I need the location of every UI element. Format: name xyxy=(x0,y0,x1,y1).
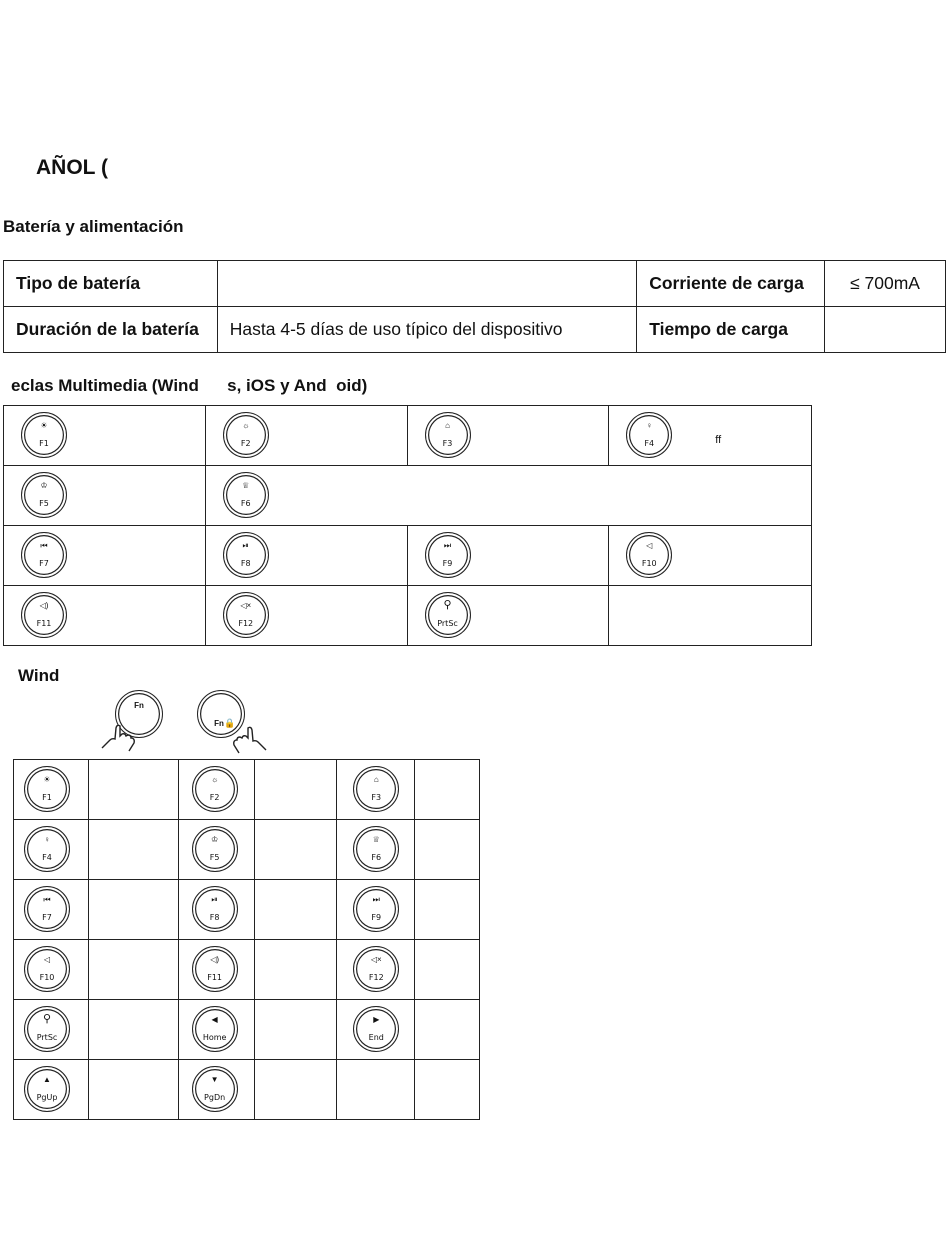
key-label: F11 xyxy=(36,619,52,628)
key-label: PgDn xyxy=(204,1093,226,1102)
f12-key xyxy=(223,592,269,638)
previous-track-icon: ⏮ xyxy=(40,541,48,550)
key-cell xyxy=(205,526,407,586)
battery-spec-table xyxy=(3,260,946,353)
end-key xyxy=(353,1006,399,1052)
multimedia-key-table xyxy=(3,405,812,646)
prtsc-key xyxy=(24,1006,70,1052)
f8-key xyxy=(223,532,269,578)
key-label: F5 xyxy=(39,499,49,508)
windows-section-title: Wind xyxy=(18,666,60,685)
volume-up-icon: ◁) xyxy=(210,955,220,964)
key-label: PgUp xyxy=(36,1093,58,1102)
f4-key xyxy=(626,412,672,458)
key-label: F9 xyxy=(442,559,453,568)
table-row xyxy=(14,880,480,940)
key-cell xyxy=(4,526,206,586)
key-label: F7 xyxy=(42,913,52,922)
arrow-right-icon: ▶ xyxy=(373,1015,380,1024)
key-cell xyxy=(407,406,609,466)
key-label: F6 xyxy=(240,499,251,508)
prtsc-key xyxy=(425,592,471,638)
f12-key xyxy=(353,946,399,992)
play-pause-icon: ⏯ xyxy=(242,541,249,550)
table-row xyxy=(14,940,480,1000)
backlight-down-icon: ♔ xyxy=(40,481,48,490)
table-row xyxy=(4,261,946,307)
table-row xyxy=(4,466,812,526)
volume-down-icon: ◁ xyxy=(646,541,653,550)
table-row xyxy=(14,820,480,880)
microphone-icon: ♀ xyxy=(646,421,653,430)
f4-note: ff xyxy=(715,434,722,446)
table-row xyxy=(4,406,812,466)
f7-key xyxy=(21,532,67,578)
brightness-low-icon: ☀ xyxy=(40,421,48,430)
mute-icon: ◁× xyxy=(240,601,252,610)
key-cell xyxy=(609,526,812,586)
charge-current-value: ≤ 700mA xyxy=(825,261,946,307)
charge-time-label: Tiempo de carga xyxy=(637,307,825,353)
key-label: F3 xyxy=(442,439,453,448)
pointing-hand-icon xyxy=(230,720,270,756)
battery-section-title: Batería y alimentación xyxy=(3,217,184,236)
lock-icon: 🔒 xyxy=(224,718,236,728)
battery-type-value xyxy=(217,261,636,307)
f3-key xyxy=(425,412,471,458)
f5-key xyxy=(21,472,67,518)
table-row xyxy=(4,526,812,586)
windows-key-table xyxy=(13,759,480,1120)
key-label: F10 xyxy=(39,973,55,982)
table-row xyxy=(4,586,812,646)
microphone-icon: ♀ xyxy=(44,835,50,844)
table-row xyxy=(14,1060,480,1120)
key-label: F7 xyxy=(39,559,49,568)
key-cell xyxy=(205,586,407,646)
arrow-left-icon: ◀ xyxy=(211,1015,218,1024)
key-label: F1 xyxy=(42,793,52,802)
backlight-up-icon: ♕ xyxy=(372,835,380,844)
f10-key xyxy=(24,946,70,992)
key-label: F1 xyxy=(39,439,49,448)
battery-life-value: Hasta 4-5 días de uso típico del dispositivo xyxy=(217,307,636,353)
previous-track-icon: ⏮ xyxy=(43,895,51,904)
key-cell xyxy=(205,406,407,466)
key-cell xyxy=(4,466,206,526)
key-label: F8 xyxy=(240,559,251,568)
charge-current-label: Corriente de carga xyxy=(637,261,825,307)
multimedia-section-title: eclas Multimedia (Wind s, iOS y And oid) xyxy=(11,376,368,395)
magnifier-icon: ⚲ xyxy=(443,599,452,611)
home-icon: ⌂ xyxy=(445,421,450,430)
key-label: Home xyxy=(202,1033,227,1042)
fn-key-label: Fn xyxy=(134,701,144,710)
key-cell xyxy=(4,586,206,646)
f9-key xyxy=(353,886,399,932)
key-label: F8 xyxy=(209,913,220,922)
play-pause-icon: ⏯ xyxy=(211,895,218,904)
key-cell xyxy=(609,406,812,466)
f2-key xyxy=(192,766,238,812)
f9-key xyxy=(425,532,471,578)
key-label: F9 xyxy=(371,913,382,922)
brightness-high-icon: ☼ xyxy=(242,421,250,430)
brightness-high-icon: ☼ xyxy=(210,775,219,784)
fn-lock-key-label: Fn xyxy=(214,719,224,728)
magnifier-icon: ⚲ xyxy=(42,1013,52,1025)
arrow-down-icon: ▼ xyxy=(210,1075,219,1084)
f1-key xyxy=(21,412,67,458)
pointing-hand-icon xyxy=(98,718,138,754)
table-row xyxy=(4,307,946,353)
key-label: F11 xyxy=(207,973,223,982)
f4-key xyxy=(24,826,70,872)
charge-time-value xyxy=(825,307,946,353)
next-track-icon: ⏭ xyxy=(372,895,380,904)
f11-key xyxy=(192,946,238,992)
battery-type-label: Tipo de batería xyxy=(4,261,218,307)
key-label: F4 xyxy=(42,853,52,862)
home-key xyxy=(192,1006,238,1052)
key-label: F2 xyxy=(209,793,220,802)
arrow-up-icon: ▲ xyxy=(43,1075,51,1084)
f2-key xyxy=(223,412,269,458)
f5-key xyxy=(192,826,238,872)
pgdn-key xyxy=(192,1066,238,1112)
key-label: F6 xyxy=(371,853,382,862)
key-label: PrtSc xyxy=(36,1033,58,1042)
key-label: End xyxy=(368,1033,384,1042)
empty-cell xyxy=(609,586,812,646)
page-heading: AÑOL ( xyxy=(36,156,108,179)
f8-key xyxy=(192,886,238,932)
key-label: F3 xyxy=(371,793,382,802)
backlight-down-icon: ♔ xyxy=(211,835,219,844)
volume-up-icon: ◁) xyxy=(39,601,49,610)
key-label: F12 xyxy=(368,973,384,982)
mute-icon: ◁× xyxy=(370,955,382,964)
table-row xyxy=(14,760,480,820)
battery-life-label: Duración de la batería xyxy=(4,307,218,353)
f6-key xyxy=(223,472,269,518)
volume-down-icon: ◁ xyxy=(43,955,51,964)
f3-key xyxy=(353,766,399,812)
key-label: F2 xyxy=(240,439,251,448)
key-cell xyxy=(407,526,609,586)
home-icon: ⌂ xyxy=(373,775,379,784)
backlight-up-icon: ♕ xyxy=(242,481,250,490)
f6-key xyxy=(353,826,399,872)
key-cell xyxy=(407,586,609,646)
table-row xyxy=(14,1000,480,1060)
key-label: F12 xyxy=(238,619,254,628)
key-label: PrtSc xyxy=(437,619,458,628)
brightness-low-icon: ☀ xyxy=(43,775,51,784)
f7-key xyxy=(24,886,70,932)
key-cell xyxy=(205,466,811,526)
f10-key xyxy=(626,532,672,578)
pgup-key xyxy=(24,1066,70,1112)
next-track-icon: ⏭ xyxy=(443,541,452,550)
key-cell xyxy=(4,406,206,466)
key-label: F10 xyxy=(641,559,657,568)
f11-key xyxy=(21,592,67,638)
key-label: F5 xyxy=(209,853,220,862)
key-label: F4 xyxy=(644,439,655,448)
f1-key xyxy=(24,766,70,812)
